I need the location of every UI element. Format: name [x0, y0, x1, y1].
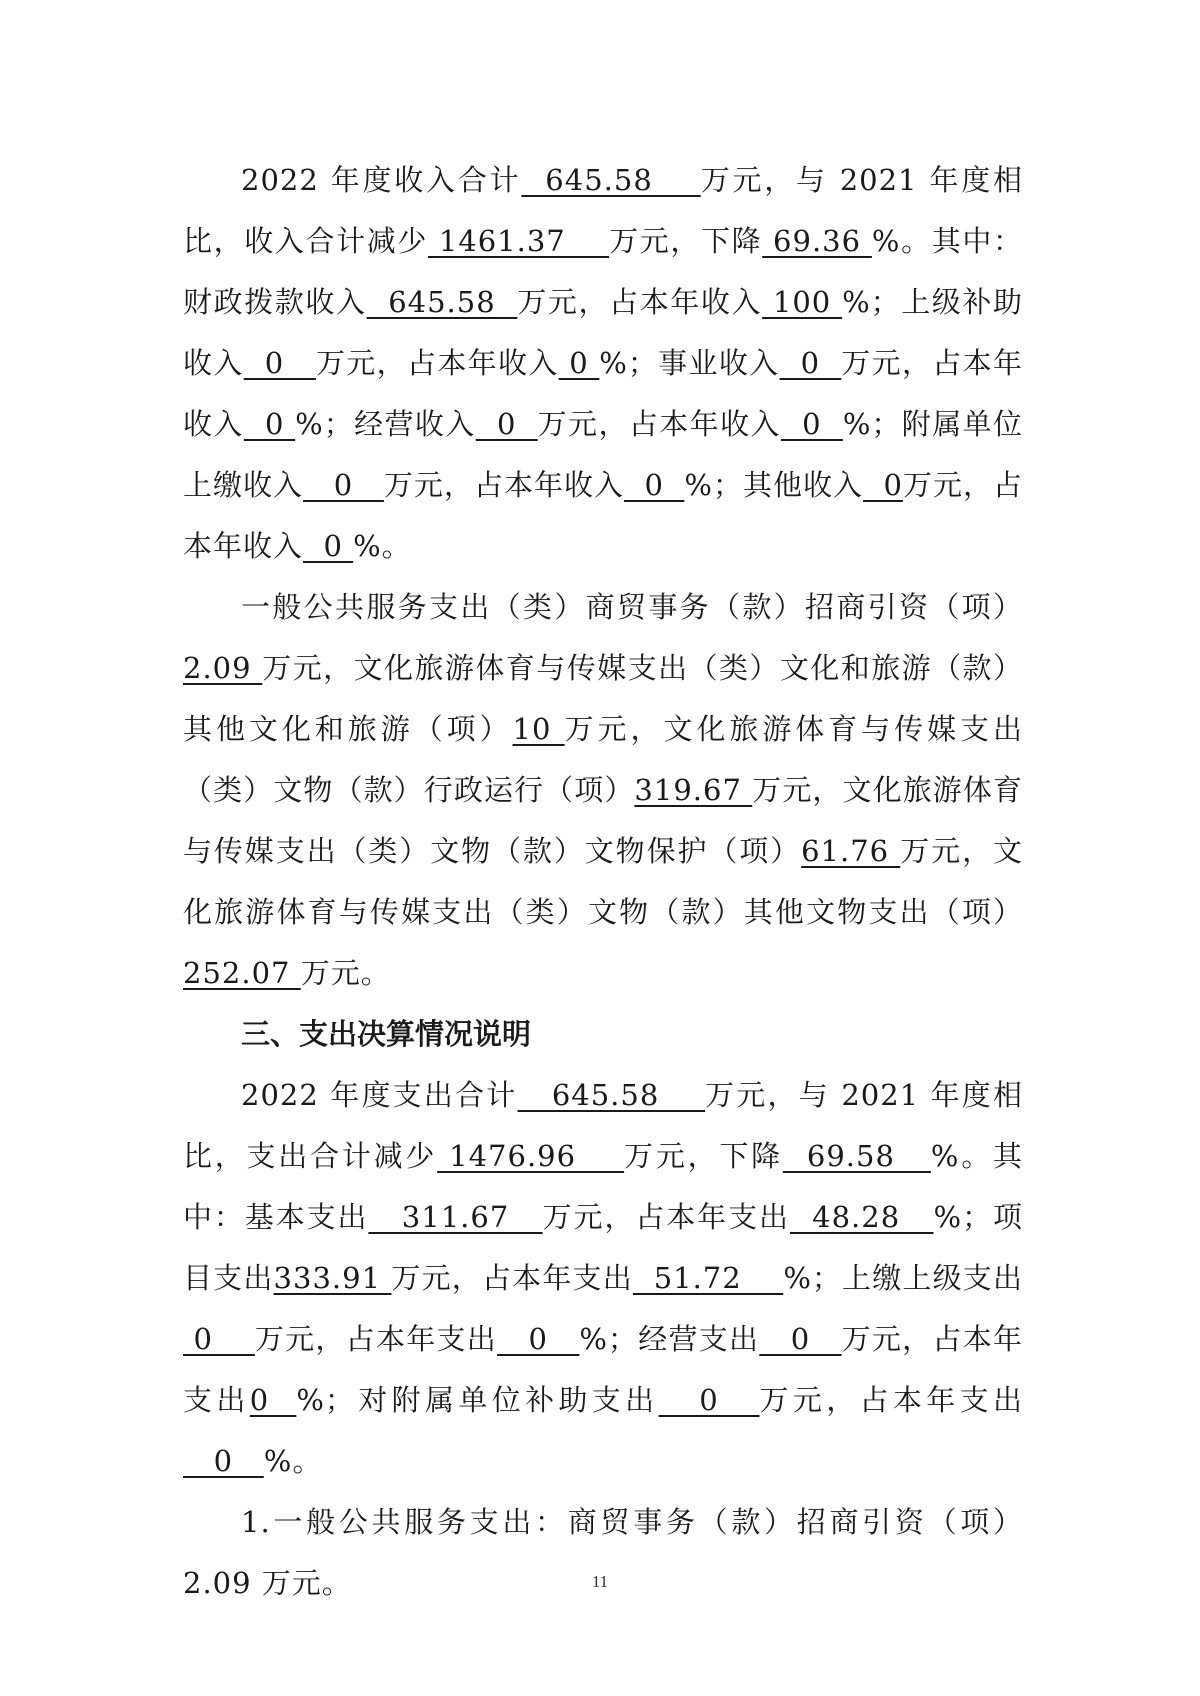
- other-income-value: 0: [863, 468, 903, 502]
- affiliated-subsidy-share: 0: [183, 1444, 264, 1478]
- text-segment: 万元，与 2021 年度相比，收入合计减少: [183, 163, 1023, 258]
- text-segment: 万元，占本年收入: [183, 346, 1023, 441]
- affiliated-unit-income-share: 0: [624, 468, 685, 502]
- text-segment: 万元，占本年支出: [391, 1261, 633, 1295]
- text-segment: %；经营收入: [295, 407, 476, 441]
- text-segment: 万元，下降: [624, 1139, 783, 1173]
- other-cultural-relic-value: 252.07: [183, 956, 301, 990]
- text-segment: 万元，文化旅游体育与传媒支出（类）文物（款）文物保护（项）: [183, 773, 1023, 868]
- text-segment: 万元，文化旅游体育与传媒支出（类）文化和旅游（款）其他文化和旅游（项）: [183, 651, 1023, 746]
- income-paragraph: [183, 150, 1023, 577]
- administrative-operation-value: 319.67: [634, 773, 753, 807]
- text-segment: 万元，占本年支出: [183, 1322, 1023, 1417]
- superior-subsidy-share: 0: [558, 346, 600, 380]
- expenditure-items-paragraph: [183, 577, 1023, 1004]
- text-segment: 万元，文化旅游体育与传媒支出（类）文物（款）其他文物支出（项）: [183, 834, 1023, 929]
- text-segment: 万元，占本年支出: [542, 1200, 790, 1234]
- text-segment: %。其中：基本支出: [183, 1139, 1023, 1234]
- text-segment: 万元，占本年支出: [759, 1383, 1023, 1417]
- affiliated-unit-income-value: 0: [303, 468, 384, 502]
- text-segment: 万元，占本年收入: [315, 346, 559, 380]
- text-segment: 万元，占本年收入: [383, 468, 625, 502]
- income-decline-rate: 69.36: [762, 224, 872, 258]
- basic-expense-share: 48.28: [789, 1200, 934, 1234]
- text-segment: 一般公共服务支出（类）商贸事务（款）招商引资（项）: [241, 590, 1023, 624]
- text-segment: 万元，占本年收入: [537, 407, 781, 441]
- affiliated-subsidy-value: 0: [658, 1383, 760, 1417]
- text-segment: %；经营支出: [579, 1322, 760, 1356]
- text-segment: 万元，占本年收入: [517, 285, 763, 319]
- page-number: 11: [591, 1572, 609, 1591]
- expense-decline-rate: 69.58: [782, 1139, 931, 1173]
- cultural-relic-protection-value: 61.76: [801, 834, 901, 868]
- other-culture-tourism-value: 10: [512, 712, 565, 746]
- text-segment: 万元，与 2021 年度相比，支出合计减少: [183, 1078, 1024, 1173]
- item-1-paragraph: 1.一般公共服务支出：商贸事务（款）招商引资（项）2.09 万元。: [183, 1505, 1023, 1600]
- text-segment: %；其他收入: [684, 468, 864, 502]
- business-income-value: 0: [779, 346, 842, 380]
- text-segment: 万元，占本年支出: [254, 1322, 498, 1356]
- income-decrease-value: 1461.37: [427, 224, 610, 258]
- basic-expense-value: 311.67: [368, 1200, 543, 1234]
- project-expense-share: 51.72: [632, 1261, 784, 1295]
- text-segment: %；事业收入: [599, 346, 780, 380]
- text-segment: 万元。: [300, 956, 391, 990]
- operating-income-share: 0: [780, 407, 843, 441]
- operating-income-value: 0: [475, 407, 538, 441]
- operating-expense-value: 0: [759, 1322, 842, 1356]
- superior-remittance-share: 0: [497, 1322, 580, 1356]
- investment-promotion-value: 2.09: [183, 651, 263, 685]
- other-income-share: 0: [303, 529, 354, 563]
- text-segment: %。: [353, 529, 412, 563]
- project-expense-value: 333.91: [273, 1261, 392, 1295]
- fiscal-appropriation-value: 645.58: [366, 285, 518, 319]
- fiscal-appropriation-share: 100: [762, 285, 843, 319]
- text-segment: 2022 年度收入合计: [241, 163, 522, 197]
- text-segment: %；项目支出: [183, 1200, 1023, 1295]
- operating-expense-share: 0: [249, 1383, 297, 1417]
- text-segment: %；上缴上级支出: [783, 1261, 1023, 1295]
- superior-subsidy-value: 0: [243, 346, 316, 380]
- text-segment: 万元，下降: [609, 224, 763, 258]
- text-segment: %；对附属单位补助支出: [296, 1383, 659, 1417]
- text-segment: 2022 年度支出合计: [241, 1078, 518, 1112]
- income-total-value: 645.58: [521, 163, 701, 197]
- document-body: [183, 150, 1023, 1614]
- text-segment: 万元，文化旅游体育与传媒支出（类）文物（款）行政运行（项）: [183, 712, 1023, 807]
- text-segment: 万元，占本年收入: [183, 468, 1023, 563]
- text-segment: %；附属单位上缴收入: [183, 407, 1023, 502]
- section-heading: 三、支出决算情况说明: [241, 1017, 532, 1051]
- superior-remittance-value: 0: [183, 1322, 255, 1356]
- text-segment: %。: [263, 1444, 323, 1478]
- expense-total-value: 645.58: [517, 1078, 706, 1112]
- expense-decrease-value: 1476.96: [437, 1139, 625, 1173]
- text-segment: %。其中：财政拨款收入: [183, 224, 1023, 319]
- text-segment: %；上级补助收入: [183, 285, 1023, 380]
- expense-paragraph: [183, 1065, 1023, 1492]
- business-income-share: 0: [243, 407, 296, 441]
